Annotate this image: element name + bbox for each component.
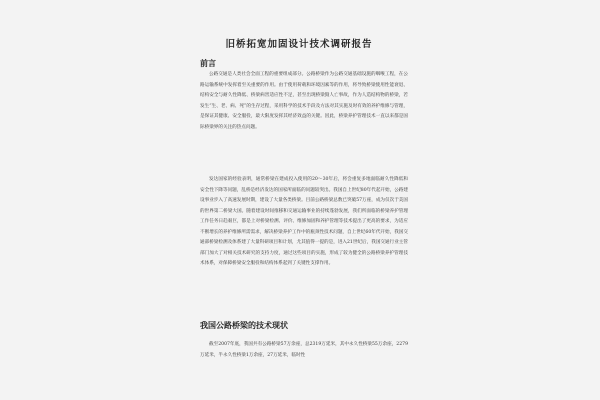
document-title: 旧桥拓宽加固设计技术调研报告: [225, 39, 373, 50]
document-content: [188, 0, 410, 400]
paragraph-3-text: 截至2007年底，我国共有公路桥梁57万余座，总2319万延米，其中永久性桥梁55万余座，2279万延米，半永久性桥梁1万余座，27万延米，临时性: [200, 342, 408, 358]
paragraph-2-text: 发达国家的经验表明，通常桥梁在建成投入使用的20～30年后，将会重复多地面临耐久性降低和安全性下降等问题，乱桥是经济发达的国家所面临的问题较突出。我国自上世纪80年代起开始，公路建设事业步入了高速发展时期，建设了大量各类桥梁。目前公路桥梁总数已突破57万座，成为仅次于美国的世界第二桥梁大国。随着建设时间推移和交通运输事业的持续蓬勃发展，我们所面临的桥梁养护管理工作任务日趋艰巨，都是上对桥梁检测、评价、维修加固和养护管理等技术提出了更高的要求，为适应不断增长的养护维修所需需求，解决桥梁养护工作中的瓶颈性技术问题，自上世纪60年代开始，我国交通部桥梁检测及体系建了大量科研项目和计划，尤其值得一提的是，进入21世纪后，我国交通行业主管部门加大了对相关技术研究的支持力度，通过这些项目的实施，形成了较为健全的公路桥梁养护管理技术体系，对保障桥梁安全服役和结构体系起到了关键性支撑作用。: [200, 177, 408, 266]
paragraph-1: [200, 70, 408, 133]
paragraph-1-text: 公路交通是人类社会全面工程的重要组成部分。公路桥梁作为公路交通基础设施的咽喉工程，在公路运输系统中发挥着至关重要的作用。由于使用荷载和环境因素等的作用，将导致桥梁使用性能衰退、结构安全与耐久性降低、桥梁病害适应性不足，甚至出现桥梁毁人亡事故，作为人造结构物的桥梁，若发生“生、老、病、死”的生存过程，采用科学的技术手段及方法对其实施及时有效的养护维修与管理，是保证其健康、安全服役，最大限度发挥其经济效益的关键。因此，桥梁养护管理技术一直以来都是国际桥梁界的关注的热点问题。: [200, 72, 408, 130]
section-heading: 我国公路桥梁的技术现状: [200, 320, 288, 330]
preface-heading: 前言: [200, 58, 216, 68]
paragraph-3: [200, 340, 408, 361]
paragraph-2: [200, 175, 408, 270]
